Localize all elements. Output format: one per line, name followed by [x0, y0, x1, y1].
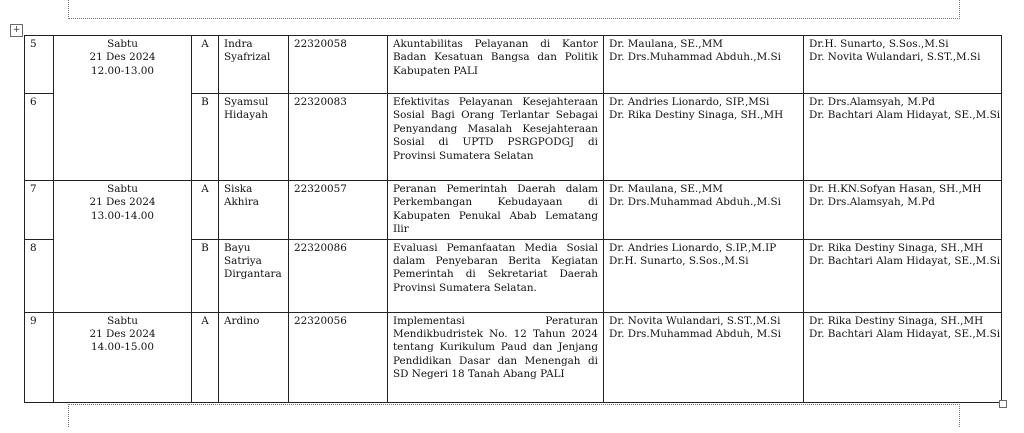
session-date: 21 Des 2024	[89, 328, 156, 341]
examiner: Dr. Drs.Alamsyah, M.Pd	[809, 96, 935, 108]
examiner: Dr. Novita Wulandari, S.ST.,M.Si	[609, 314, 781, 327]
examiners-1-cell	[604, 36, 804, 94]
examiners-2-cell	[804, 181, 1002, 240]
examiner: Dr. H.KN.Sofyan Hasan, SH.,MH	[809, 183, 982, 195]
student-nim: 22320056	[289, 312, 388, 402]
student-nim: 22320086	[289, 239, 388, 312]
examiner: Dr. Bachtari Alam Hidayat, SE.,M.Si	[809, 255, 1001, 268]
examiners-2-cell	[804, 239, 1002, 312]
student-name: Indra Syafrizal	[219, 36, 289, 94]
page-frame-top	[68, 0, 960, 19]
examiner: Dr. Rika Destiny Sinaga, SH.,MH	[809, 314, 984, 327]
session-cell	[54, 36, 192, 181]
session-time: 14.00-15.00	[90, 341, 154, 354]
thesis-title: Implementasi Peraturan Mendikbudristek No. 12 Tahun 2024 tentang Kurikulum Paud dan Jenjang Pendidikan Dasar dan Menengah di SD Negeri 18 Tanah Abang PALI	[388, 312, 604, 402]
session-date: 21 Des 2024	[89, 196, 156, 209]
session-day: Sabtu	[107, 314, 138, 327]
table-resize-handle[interactable]	[999, 400, 1007, 408]
session-time: 13.00-14.00	[90, 209, 154, 222]
examiner: Dr. Maulana, SE.,MM	[609, 183, 723, 195]
examiner: Dr.H. Sunarto, S.Sos.,M.Si	[809, 38, 949, 50]
class-cell: B	[192, 239, 219, 312]
examiner: Dr. Novita Wulandari, S.ST.,M.Si	[809, 51, 981, 64]
examiners-1-cell	[604, 312, 804, 402]
session-time: 12.00-13.00	[90, 64, 154, 77]
examiner: Dr.H. Sunarto, S.Sos.,M.Si	[609, 255, 749, 268]
student-nim: 22320083	[289, 94, 388, 181]
student-name: Siska Akhira	[219, 181, 289, 240]
examiner: Dr. Drs.Muhammad Abduh, M.Si	[609, 328, 781, 341]
examiner: Dr. Bachtari Alam Hidayat, SE.,M.Si	[809, 328, 1001, 341]
examiners-1-cell	[604, 94, 804, 181]
examiner: Dr. Drs.Alamsyah, M.Pd	[809, 196, 935, 209]
thesis-title: Akuntabilitas Pelayanan di Kantor Badan Kesatuan Bangsa dan Politik Kabupaten PALI	[388, 36, 604, 94]
exam-schedule-table	[24, 35, 1002, 403]
student-name: Bayu Satriya Dirgantara	[219, 239, 289, 312]
session-day: Sabtu	[107, 38, 138, 50]
class-cell: A	[192, 181, 219, 240]
examiner: Dr. Maulana, SE.,MM	[609, 38, 723, 50]
examiners-2-cell	[804, 312, 1002, 402]
row-number: 8	[25, 239, 54, 312]
table-row	[25, 181, 1002, 240]
session-date: 21 Des 2024	[89, 51, 156, 64]
thesis-title: Peranan Pemerintah Daerah dalam Perkembangan Kebudayaan di Kabupaten Penukal Abab Lematang Ilir	[388, 181, 604, 240]
table-move-handle-icon[interactable]: +	[10, 24, 23, 37]
class-cell: A	[192, 312, 219, 402]
class-cell: B	[192, 94, 219, 181]
row-number: 5	[25, 36, 54, 94]
row-number: 7	[25, 181, 54, 240]
session-day: Sabtu	[107, 183, 138, 195]
examiners-2-cell	[804, 94, 1002, 181]
student-name: Syamsul Hidayah	[219, 94, 289, 181]
student-name: Ardino	[219, 312, 289, 402]
examiner: Dr. Rika Destiny Sinaga, SH.,MH	[609, 109, 784, 122]
examiners-1-cell	[604, 239, 804, 312]
class-cell: A	[192, 36, 219, 94]
table-row	[25, 312, 1002, 402]
row-number: 6	[25, 94, 54, 181]
row-number: 9	[25, 312, 54, 402]
student-nim: 22320058	[289, 36, 388, 94]
session-cell	[54, 181, 192, 313]
session-cell	[54, 312, 192, 402]
table-row	[25, 36, 1002, 94]
examiner: Dr. Drs.Muhammad Abduh.,M.Si	[609, 51, 781, 64]
student-nim: 22320057	[289, 181, 388, 240]
thesis-title: Efektivitas Pelayanan Kesejahteraan Sosial Bagi Orang Terlantar Sebagai Penyandang Masalah Kesejahteraan Sosial di UPTD PSRGPODGJ di Provinsi Sumatera Selatan	[388, 94, 604, 181]
examiner: Dr. Andries Lionardo, S.IP.,M.IP	[609, 241, 777, 254]
examiner: Dr. Andries Lionardo, SIP.,MSi	[609, 96, 770, 108]
thesis-title: Evaluasi Pemanfaatan Media Sosial dalam Penyebaran Berita Kegiatan Pemerintah di Sekretariat Daerah Provinsi Sumatera Selatan.	[388, 239, 604, 312]
examiners-2-cell	[804, 36, 1002, 94]
examiners-1-cell	[604, 181, 804, 240]
page-frame-bottom	[68, 404, 960, 427]
examiner: Dr. Rika Destiny Sinaga, SH.,MH	[809, 241, 984, 254]
examiner: Dr. Bachtari Alam Hidayat, SE.,M.Si	[809, 109, 1001, 122]
examiner: Dr. Drs.Muhammad Abduh.,M.Si	[609, 196, 781, 209]
